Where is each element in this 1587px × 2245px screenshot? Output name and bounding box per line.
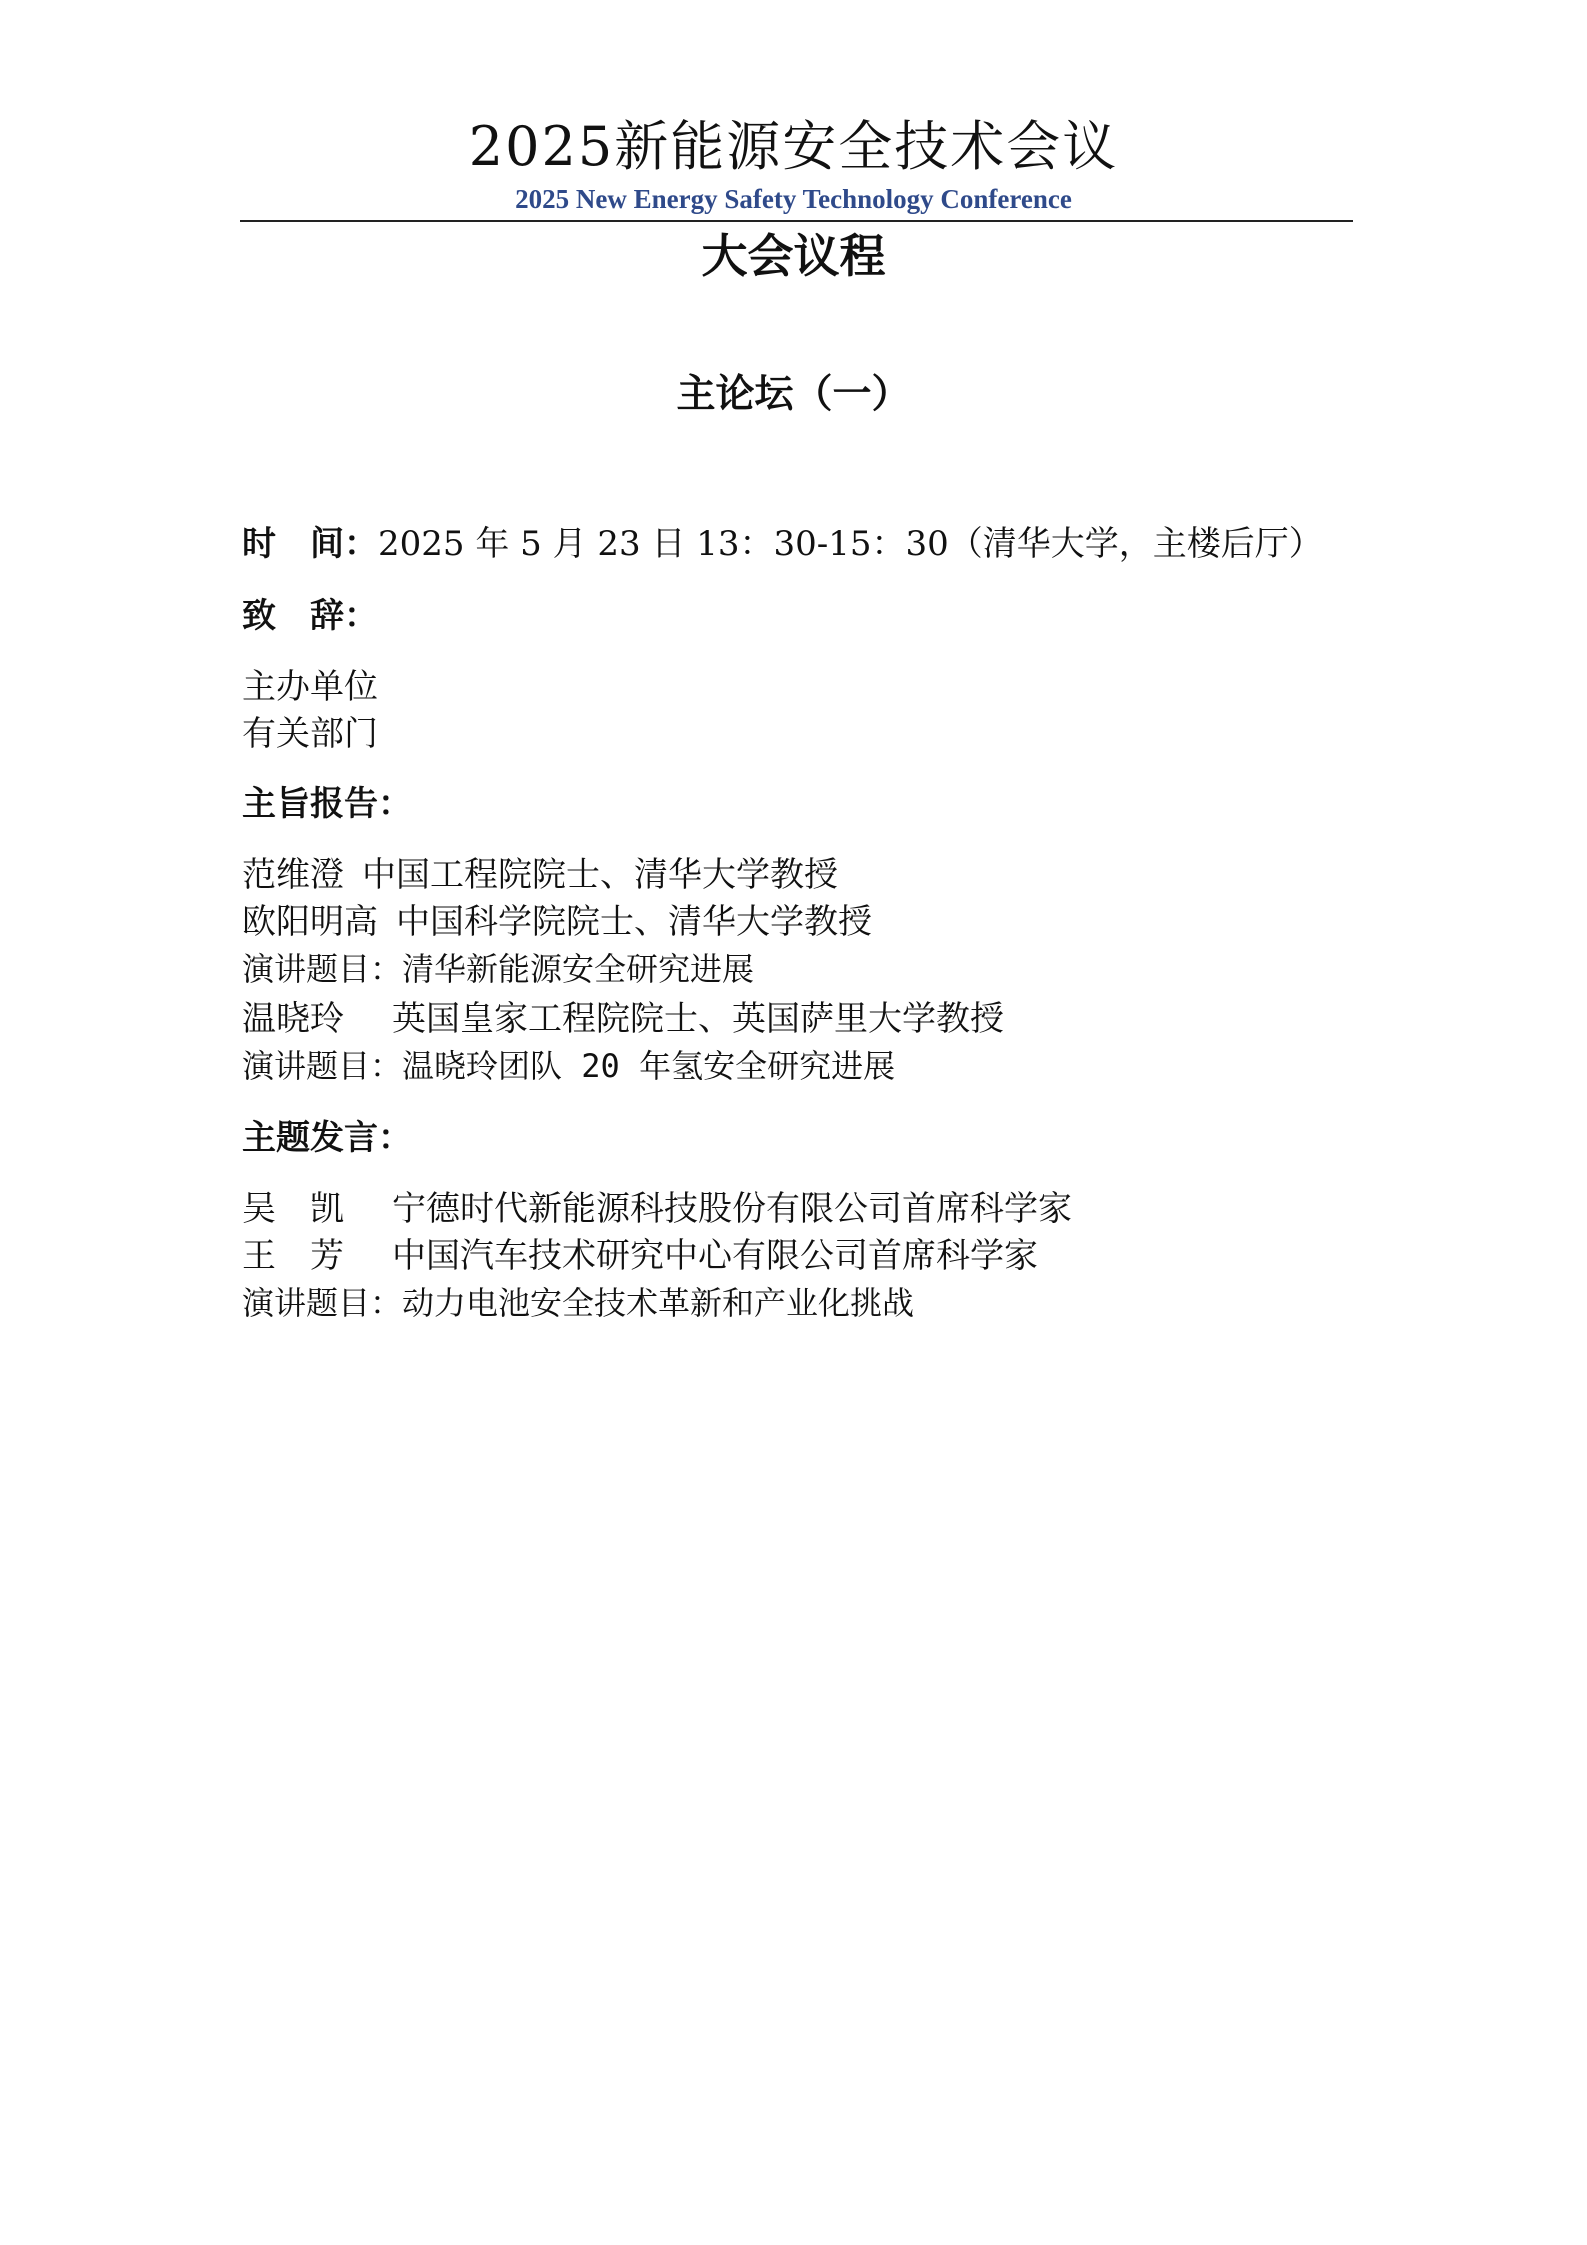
speaker-name: 欧阳明高 bbox=[242, 902, 378, 942]
time-row bbox=[242, 522, 1323, 566]
speaker-affiliation: 中国工程院院士、清华大学教授 bbox=[362, 855, 838, 895]
speaker-affiliation: 中国科学院院士、清华大学教授 bbox=[396, 902, 872, 942]
keynote-speaker-2 bbox=[242, 899, 872, 945]
welcome-item-departments: 有关部门 bbox=[242, 714, 378, 754]
theme-speaker-1 bbox=[242, 1186, 1072, 1232]
keynote-speaker-1 bbox=[242, 852, 838, 898]
speaker-name: 范维澄 bbox=[242, 855, 344, 895]
speaker-name: 王 芳 bbox=[242, 1236, 344, 1276]
welcome-item-host: 主办单位 bbox=[242, 667, 378, 707]
speaker-affiliation: 中国汽车技术研究中心有限公司首席科学家 bbox=[392, 1236, 1038, 1276]
theme-speaker-2 bbox=[242, 1233, 1038, 1279]
theme-topic: 演讲题目：动力电池安全技术革新和产业化挑战 bbox=[242, 1284, 915, 1322]
speaker-affiliation: 宁德时代新能源科技股份有限公司首席科学家 bbox=[392, 1189, 1072, 1229]
speaker-affiliation: 英国皇家工程院院士、英国萨里大学教授 bbox=[392, 999, 1004, 1039]
keynote-label: 主旨报告： bbox=[242, 784, 412, 824]
keynote-speaker-3 bbox=[242, 996, 1004, 1042]
conference-title-en: 2025 New Energy Safety Technology Conference bbox=[515, 184, 1072, 214]
conference-title-cn: 2025新能源安全技术会议 bbox=[468, 115, 1119, 178]
time-value: 2025 年 5 月 23 日 13：30-15：30（清华大学，主楼后厅） bbox=[378, 524, 1323, 564]
keynote-topic-2: 演讲题目：温晓玲团队 20 年氢安全研究进展 bbox=[242, 1047, 896, 1085]
forum-title: 主论坛（一） bbox=[676, 372, 911, 417]
keynote-topic-1: 演讲题目：清华新能源安全研究进展 bbox=[242, 950, 755, 988]
time-label: 时 间： bbox=[242, 524, 378, 564]
speaker-name: 吴 凯 bbox=[242, 1189, 344, 1229]
theme-label: 主题发言： bbox=[242, 1118, 412, 1158]
speaker-name: 温晓玲 bbox=[242, 999, 344, 1039]
agenda-title: 大会议程 bbox=[701, 229, 886, 283]
welcome-label: 致 辞： bbox=[242, 596, 378, 636]
